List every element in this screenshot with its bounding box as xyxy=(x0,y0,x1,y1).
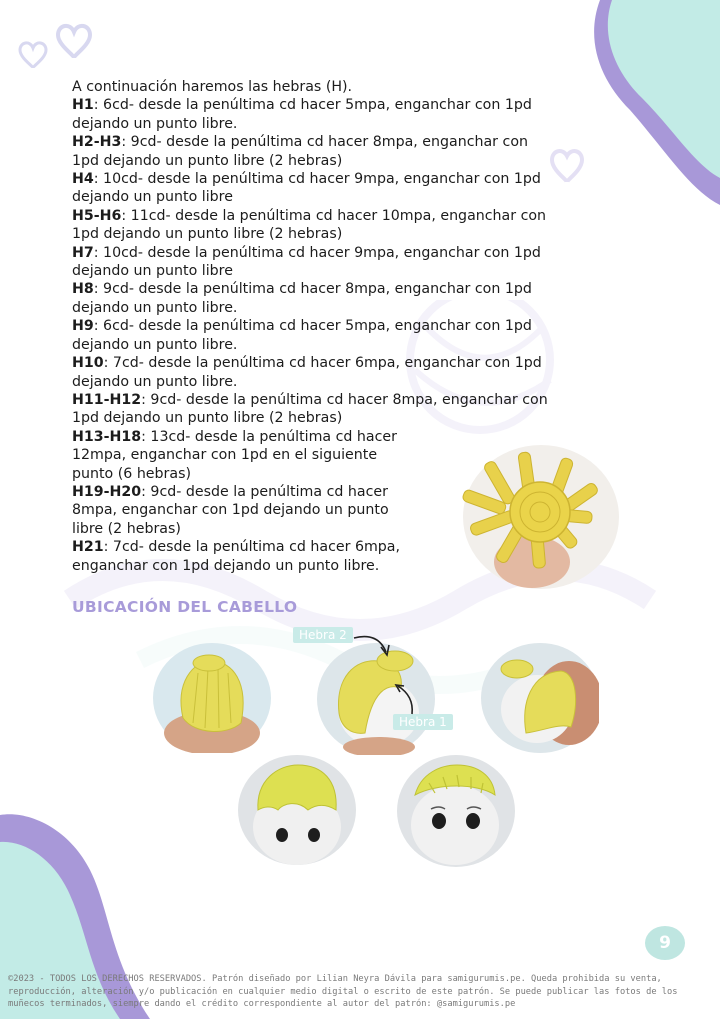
footer-copyright: ©2023 - TODOS LOS DERECHOS RESERVADOS. Patrón diseñado por Lilian Neyra Dávila para samigurumis.pe. Queda prohibida su venta, reproducción, alteración y/o publicación en cualquier medio digital o escrito de este patrón. Se puede publicar las fotos de los muñecos terminados, siempre dando el crédito correspondiente al autor del patrón: @samigurumis.pe xyxy=(8,974,678,1009)
row-h9 xyxy=(72,317,552,354)
row-h21 xyxy=(72,538,412,575)
row-label: H11-H12 xyxy=(72,391,142,408)
callout-hebra-2: Hebra 2 xyxy=(293,627,353,643)
row-h2-h3 xyxy=(72,133,552,170)
row-text: : 13cd- desde la penúltima cd hacer 12mpa, enganchar con 1pd en el siguiente punto (6 hebras) xyxy=(72,428,397,482)
row-h10 xyxy=(72,354,552,391)
row-label: H13-H18 xyxy=(72,428,142,445)
row-text: : 10cd- desde la penúltima cd hacer 9mpa, enganchar con 1pd dejando un punto libre xyxy=(72,171,541,206)
intro-line: A continuación haremos las hebras (H). xyxy=(72,79,353,95)
doll-face-photo xyxy=(397,755,515,867)
row-label: H7 xyxy=(72,244,94,261)
callout-hebra-1: Hebra 1 xyxy=(393,714,453,730)
row-label: H4 xyxy=(72,171,94,188)
row-text: : 6cd- desde la penúltima cd hacer 5mpa, enganchar con 1pd dejando un punto libre. xyxy=(72,318,532,353)
row-label: H21 xyxy=(72,539,104,556)
row-text: : 11cd- desde la penúltima cd hacer 10mpa, enganchar con 1pd dejando un punto libre (2 hebras) xyxy=(72,207,547,243)
row-h4 xyxy=(72,170,552,207)
row-text: : 6cd- desde la penúltima cd hacer 5mpa, enganchar con 1pd dejando un punto libre. xyxy=(72,97,532,132)
row-h7 xyxy=(72,244,552,281)
row-label: H1 xyxy=(72,97,94,114)
row-label: H5-H6 xyxy=(72,207,122,224)
hair-strands-photo xyxy=(462,444,620,590)
heart-icon xyxy=(552,151,582,182)
row-text: : 7cd- desde la penúltima cd hacer 6mpa, enganchar con 1pd dejando un punto libre. xyxy=(72,355,542,390)
section-title: UBICACIÓN DEL CABELLO xyxy=(72,598,298,616)
row-label: H2-H3 xyxy=(72,134,122,151)
row-text: : 10cd- desde la penúltima cd hacer 9mpa, enganchar con 1pd dejando un punto libre xyxy=(72,244,541,280)
arrow-icon xyxy=(350,630,420,720)
doll-hair-back-photo xyxy=(153,643,271,753)
page-number: 9 xyxy=(645,926,685,960)
row-label: H19-H20 xyxy=(72,483,142,500)
row-text: : 9cd- desde la penúltima cd hacer 8mpa, enganchar con 1pd dejando un punto libre (2 hebras) xyxy=(72,391,548,427)
row-h19-h20 xyxy=(72,483,402,538)
row-text: : 9cd- desde la penúltima cd hacer 8mpa, enganchar con 1pd dejando un punto libre (2 hebras) xyxy=(72,483,389,537)
row-label: H8 xyxy=(72,281,94,298)
row-label: H10 xyxy=(72,355,104,372)
row-h13-h18 xyxy=(72,428,402,483)
row-h5-h6 xyxy=(72,207,552,244)
row-text: : 7cd- desde la penúltima cd hacer 6mpa, enganchar con 1pd dejando un punto libre. xyxy=(72,539,401,574)
doll-hair-front-photo xyxy=(238,755,356,865)
heart-icon xyxy=(58,26,90,58)
row-h1 xyxy=(72,96,552,133)
row-text: : 9cd- desde la penúltima cd hacer 8mpa, enganchar con 1pd dejando un punto libre (2 hebras) xyxy=(72,134,528,169)
row-h11-h12 xyxy=(72,391,552,428)
doll-hair-right-photo xyxy=(481,643,599,753)
row-text: : 9cd- desde la penúltima cd hacer 8mpa, enganchar con 1pd dejando un punto libre. xyxy=(72,281,532,316)
heart-icon xyxy=(20,43,46,68)
row-label: H9 xyxy=(72,318,94,335)
row-h8 xyxy=(72,280,552,317)
